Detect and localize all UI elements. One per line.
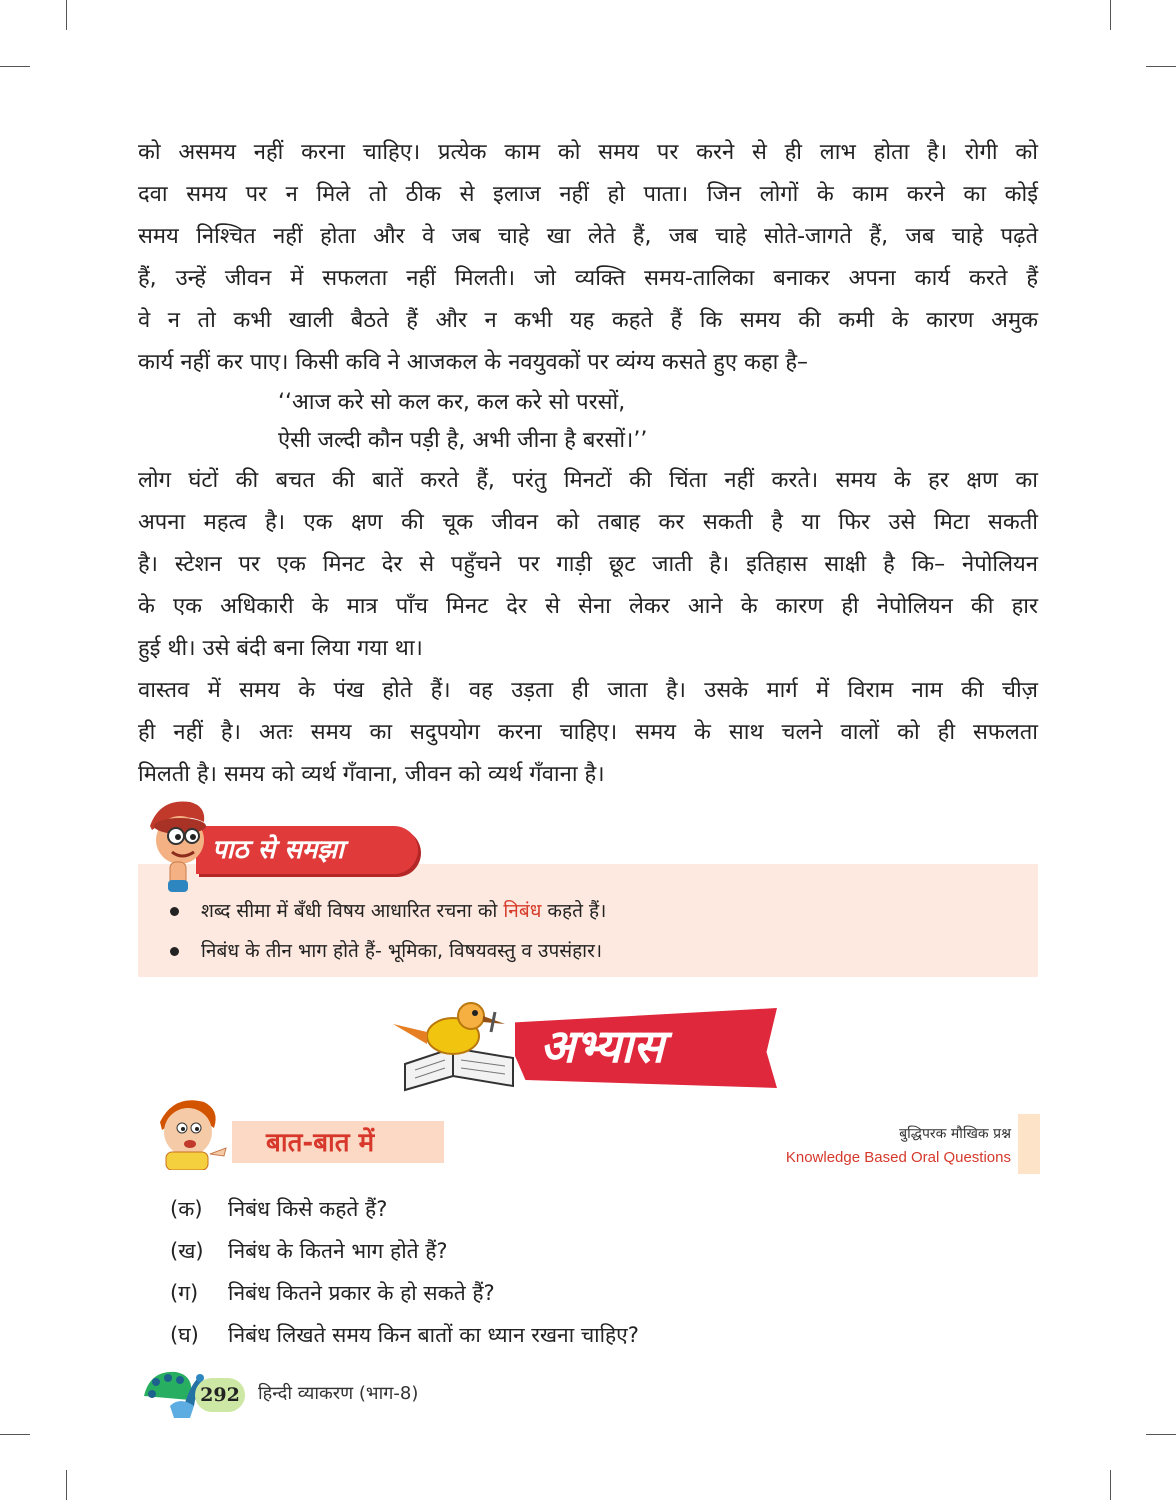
boy-mascot-icon	[140, 796, 220, 896]
crop-mark	[1146, 1434, 1176, 1435]
poem-quote	[278, 384, 647, 460]
text-line: है। स्टेशन पर एक मिनट देर से पहुँचने पर गाड़ी छूट जाती है। इतिहास साक्षी है कि– नेपोलियन	[138, 552, 1038, 577]
question-text: निबंध कितने प्रकार के हो सकते हैं?	[228, 1281, 495, 1305]
text-line: कार्य नहीं कर पाए। किसी कवि ने आजकल के नवयुवकों पर व्यंग्य कसते हुए कहा है–	[138, 350, 809, 375]
crop-mark	[1146, 66, 1176, 67]
question-text: निबंध लिखते समय किन बातों का ध्यान रखना चाहिए?	[228, 1323, 639, 1347]
bullet-text-part: कहते हैं।	[541, 900, 607, 922]
bird-writing-icon	[383, 998, 533, 1093]
question-item	[170, 1194, 387, 1224]
page-number: 292	[195, 1378, 245, 1412]
section-title: बात-बात में	[266, 1128, 375, 1158]
highlighted-term: निबंध	[503, 900, 542, 922]
crop-mark	[1110, 1470, 1111, 1500]
question-item	[170, 1278, 495, 1308]
text-line: दवा समय पर न मिले तो ठीक से इलाज नहीं हो पाता। जिन लोगों के काम करने का कोई	[138, 182, 1038, 207]
crop-mark	[0, 1434, 30, 1435]
question-label: (ग)	[170, 1281, 199, 1305]
summary-bullet	[170, 896, 606, 926]
crop-mark	[66, 0, 67, 30]
text-line: हुई थी। उसे बंदी बना लिया गया था।	[138, 636, 423, 661]
boy-pointing-icon	[150, 1094, 230, 1170]
oral-label-english: Knowledge Based Oral Questions	[785, 1149, 1011, 1166]
text-line: के एक अधिकारी के मात्र पाँच मिनट देर से सेना लेकर आने के कारण ही नेपोलियन की हार	[138, 594, 1038, 619]
bullet-text-part: शब्द सीमा में बँधी विषय आधारित रचना को	[201, 900, 504, 922]
text-line: वास्तव में समय के पंख होते हैं। वह उड़ता ही जाता है। उसके मार्ग में विराम नाम की चीज़	[138, 678, 1038, 703]
question-item	[170, 1320, 639, 1350]
oral-label-accent	[1018, 1114, 1040, 1174]
question-label: (घ)	[170, 1323, 199, 1347]
question-label: (ख)	[170, 1239, 204, 1263]
question-item	[170, 1236, 448, 1266]
text-line: लोग घंटों की बचत की बातें करते हैं, परंतु मिनटों की चिंता नहीं करते। समय के हर क्षण का	[138, 468, 1038, 493]
poem-line: ‘‘आज करे सो कल कर, कल करे सो परसों,	[278, 390, 626, 415]
question-text: निबंध किसे कहते हैं?	[228, 1197, 388, 1221]
body-paragraph-1	[138, 132, 1038, 384]
book-title: हिन्दी व्याकरण (भाग-8)	[258, 1383, 419, 1404]
text-line: को असमय नहीं करना चाहिए। प्रत्येक काम को समय पर करने से ही लाभ होता है। रोगी को	[138, 140, 1038, 165]
summary-bullet	[170, 936, 602, 966]
question-text: निबंध के कितने भाग होते हैं?	[228, 1239, 448, 1263]
body-paragraph-3	[138, 670, 1038, 796]
summary-title: पाठ से समझा	[196, 826, 418, 874]
exercise-title: अभ्यास	[540, 1019, 664, 1073]
text-line: समय निश्चित नहीं होता और वे जब चाहे खा लेते हैं, जब चाहे सोते-जागते हैं, जब चाहे पढ़ते	[138, 224, 1038, 249]
bullet-dot	[170, 947, 179, 956]
bullet-text: निबंध के तीन भाग होते हैं- भूमिका, विषयवस्तु व उपसंहार।	[201, 940, 603, 962]
crop-mark	[66, 1470, 67, 1500]
question-label: (क)	[170, 1197, 203, 1221]
crop-mark	[1110, 0, 1111, 30]
text-line: ही नहीं है। अतः समय का सदुपयोग करना चाहिए। समय के साथ चलने वालों को ही सफलता	[138, 720, 1038, 745]
text-line: अपना महत्व है। एक क्षण की चूक जीवन को तबाह कर सकती है या फिर उसे मिटा सकती	[138, 510, 1038, 535]
poem-line: ऐसी जल्दी कौन पड़ी है, अभी जीना है बरसों।’’	[278, 428, 648, 453]
text-line: वे न तो कभी खाली बैठते हैं और न कभी यह कहते हैं कि समय की कमी के कारण अमुक	[138, 308, 1038, 333]
body-paragraph-2	[138, 460, 1038, 670]
bullet-dot	[170, 907, 179, 916]
text-line: मिलती है। समय को व्यर्थ गँवाना, जीवन को व्यर्थ गँवाना है।	[138, 762, 605, 787]
crop-mark	[0, 66, 30, 67]
text-line: हैं, उन्हें जीवन में सफलता नहीं मिलती। जो व्यक्ति समय-तालिका बनाकर अपना कार्य करते हैं	[138, 266, 1038, 291]
oral-label-hindi: बुद्धिपरक मौखिक प्रश्न	[899, 1126, 1011, 1142]
